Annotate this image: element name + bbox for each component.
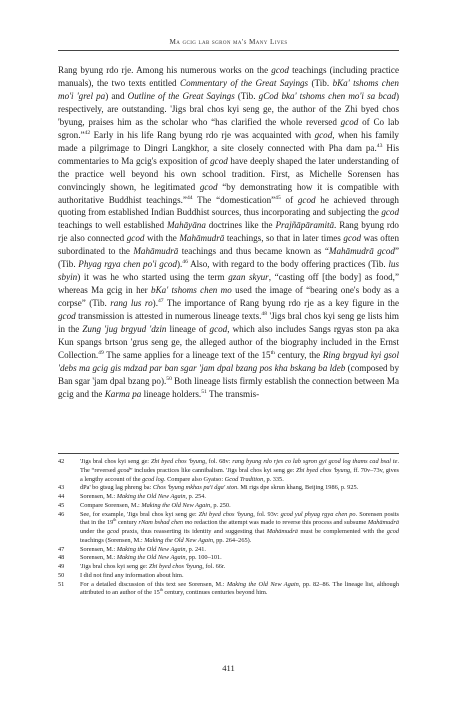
footnote: [58, 502, 399, 511]
footnote-number: 47: [58, 545, 65, 553]
footnote-number: 51: [58, 580, 65, 588]
page-number: 411: [222, 663, 235, 673]
footnote-number: 43: [58, 484, 65, 492]
footnote: [58, 563, 399, 572]
footnote-number: 45: [58, 501, 65, 509]
footnote-text: dPa' bo gtsug lag phreng ba: Chos 'byung mkhas pa'i dga' ston. Mi rigs dpe skrun khang, Beijing 1986, p. 925.: [80, 484, 359, 492]
footnotes: [58, 458, 399, 598]
footnote: [58, 511, 399, 546]
footnote-text: Compare Sorensen, M.: Making the Old New Again, p. 250.: [80, 501, 231, 509]
footnote-number: 42: [58, 458, 65, 465]
footnote-text: Sorensen, M.: Making the Old New Again, p. 254.: [80, 493, 206, 500]
footnote-text: 'Jigs bral chos kyi seng ge: Zhi byed chos 'byung, fol. 68v: rang byung rdo rjes co lab sgron gyi gcod log thams cad bsal te. The “reversed gcod” includes practices like cannibalism. 'Jigs bral chos kyi seng ge: Zhi byed chos 'byung, ff. 70v–73v, gives a lengthy account of the gcod log. Compare also Gyatso: Gcod Tradition, p. 335.: [80, 458, 400, 483]
footnote-number: 49: [58, 563, 65, 570]
footnote-number: 46: [58, 510, 65, 518]
footnote: [58, 554, 399, 563]
footnote: [58, 546, 399, 555]
footnote: [58, 484, 399, 493]
body-text: [58, 64, 399, 401]
footnote-text: For a detailed discussion of this text see Sorensen, M.: Making the Old New Again, pp. 82–86. The lineage list, although attributed to an author of the 15th century, continues centuries beyond him.: [80, 580, 399, 597]
running-head: Ma gcig lab sgron ma's Many Lives: [169, 38, 288, 46]
footnote: [58, 581, 399, 599]
footnote-text: I did not find any information about him.: [80, 571, 184, 579]
footnote: [58, 493, 399, 502]
footnote: [58, 458, 399, 484]
footnote-text: Sorensen, M.: Making the Old New Again, pp. 100–101.: [80, 554, 222, 562]
body-paragraph: Rang byung rdo rje. Among his numerous works on the gcod teachings (including practice manuals), the two texts entitled Commentary of the Great Sayings (Tib. bKa' tshoms chen mo'i 'grel pa) and Outline of the Great Sayings (Tib. gCod bka' tshoms chen mo'i sa bcad) respectively, are outstanding. 'Jigs bral chos kyi seng ge, the author of the Zhi byed chos 'byung, praises him as the scholar who “has clarified the whole reversed gcod of Co lab sgron.”$^{42}$ Early in his life Rang byung rdo rje was acquainted with gcod, when his family made a pilgrimage to Dingri Langkhor, a site closely connected with Pha dam pa.$^{43}$ His commentaries to Ma gcig's exposition of gcod have deeply shaped the later understanding of the practice well beyond his own school tradition. First, as Michelle Sorensen has convincingly shown, he legitimated gcod “by demonstrating how it is compatible with authoritative Buddhist teachings.”$^{44}$ The “domestication”$^{45}$ of gcod he achieved through quoting from established Indian Buddhist sources, thus incorporating and subjecting the gcod teachings to well established Mahāyāna doctrines like the Prajñāpāramitā. Rang byung rdo rje also connected gcod with the Mahāmudrā teachings, so that in later times gcod was often subordinated to the Mahāmudrā teachings and thus became known as “Mahāmudrā gcod” (Tib. Phyag rgya chen po'i gcod).$^{46}$ Also, with regard to the body offering practices (Tib. lus sbyin) it was he who started using the term gzan skyur, “casting off [the body] as food,” whereas Ma gcig in her bKa' tshoms chen mo used the image of “bearing one's body as a corpse” (Tib. rang lus ro).$^{47}$ The importance of Rang byung rdo rje as a key figure in the gcod transmission is attested in numerous lineage texts.$^{48}$ 'Jigs bral chos kyi seng ge lists him in the Zung 'jug brgyud 'dzin lineage of gcod, which also includes Sangs rgyas ston pa aka Kun spangs brtson 'grus seng ge, the alleged author of the biography included in the Ernst Collection.$^{49}$ The same applies for a lineage text of the 15th century, the Ring brgyud kyi gsol 'debs ma gcig gis mdzad par ban sgar 'jam dpal bzang pos kha bskang ba ldeb (composed by Ban sgar 'jam dpal bzang po).$^{50}$ Both lineage lists firmly establish the connection between Ma gcig and the Karma pa lineage holders.$^{51}$ The transmis-: [58, 65, 400, 399]
footnote-text: See, for example, 'Jigs bral chos kyi seng ge: Zhi byed chos 'byung, fol. 93v: gcod yul phyag rgya chen po. Sorensen posits that in the 19th century rNam bshad chen mo redaction the attempt was made to reverse this process and subsume Mahāmudrā under the gcod praxis, thus reasserting its identity and suggesting that Mahāmudrā must be complemented with the gcod teachings (Sorensen, M.: Making the Old New Again, pp. 264–265).: [80, 510, 399, 544]
footnote-text: 'Jigs bral chos kyi seng ge: Zhi byed chos 'byung, fol. 66r.: [80, 563, 226, 570]
footnote-number: 44: [58, 493, 65, 500]
footnote-number: 50: [58, 571, 65, 579]
footnote-number: 48: [58, 554, 65, 562]
header-rule: [58, 50, 399, 51]
footnote-rule: [58, 453, 399, 454]
footnote-text: Sorensen, M.: Making the Old New Again, p. 241.: [80, 545, 206, 553]
footnote: [58, 572, 399, 581]
